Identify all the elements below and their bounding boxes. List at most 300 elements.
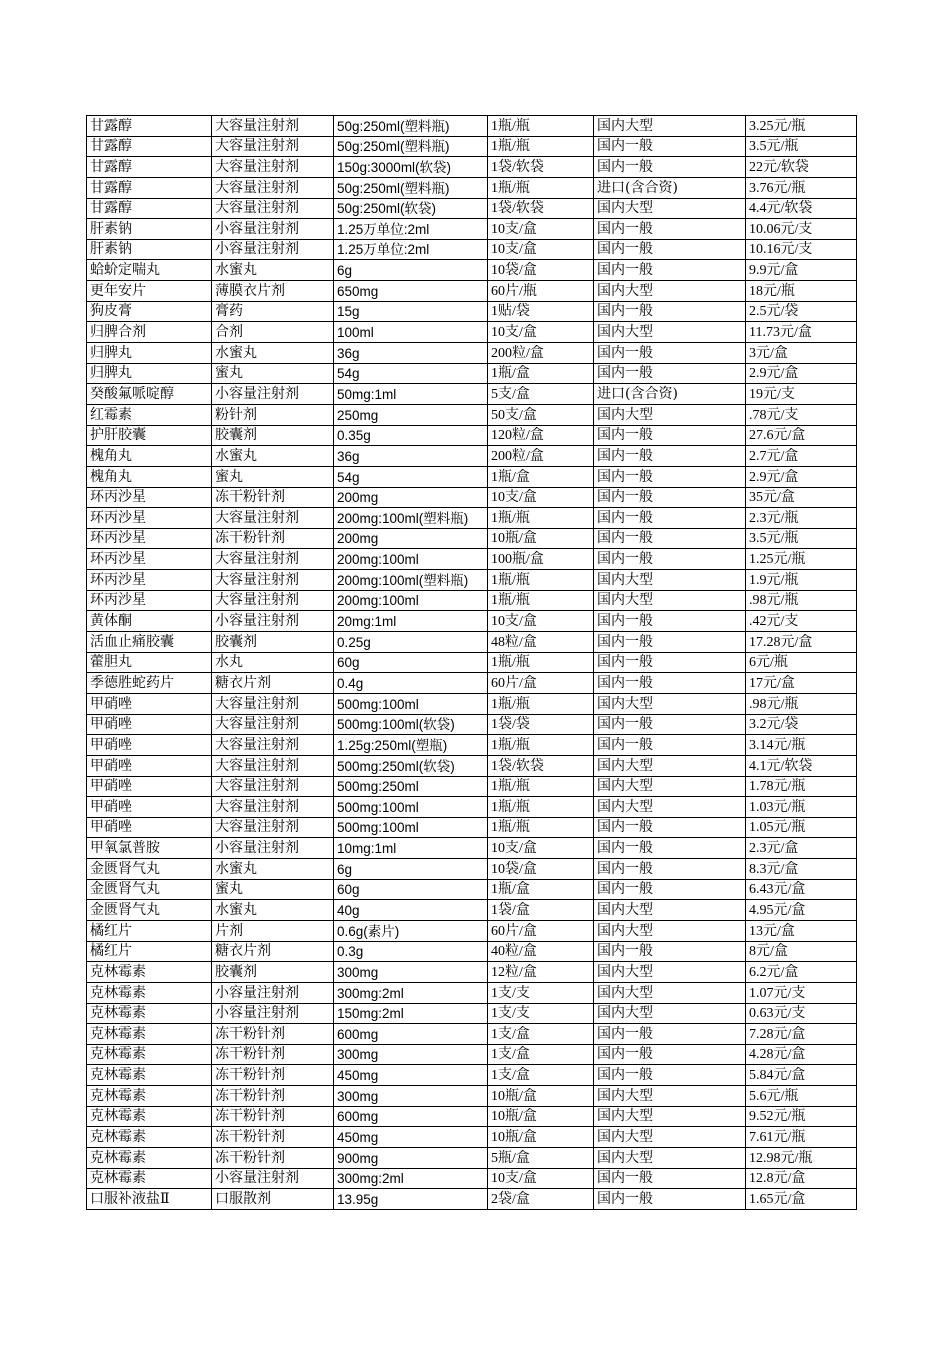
dosage-form-cell: 小容量注射剂	[212, 239, 334, 260]
manufacturer-type-cell: 国内一般	[594, 260, 746, 281]
price-cell: 17元/盒	[746, 673, 857, 694]
manufacturer-type-cell: 国内大型	[594, 322, 746, 343]
manufacturer-type-cell: 国内一般	[594, 157, 746, 178]
manufacturer-type-cell: 国内大型	[594, 962, 746, 983]
drug-name-cell: 甘露醇	[87, 116, 212, 137]
manufacturer-type-cell: 国内大型	[594, 776, 746, 797]
manufacturer-type-cell: 国内大型	[594, 404, 746, 425]
drug-name-cell: 克林霉素	[87, 1086, 212, 1107]
spec-cell: 650mg	[334, 281, 488, 302]
package-cell: 1袋/软袋	[488, 198, 594, 219]
drug-name-cell: 藿胆丸	[87, 652, 212, 673]
dosage-form-cell: 大容量注射剂	[212, 157, 334, 178]
package-cell: 1袋/盒	[488, 900, 594, 921]
drug-name-cell: 归脾丸	[87, 363, 212, 384]
spec-cell: 40g	[334, 900, 488, 921]
package-cell: 10瓶/盒	[488, 528, 594, 549]
package-cell: 5支/盒	[488, 384, 594, 405]
price-cell: 4.95元/盒	[746, 900, 857, 921]
package-cell: 1支/支	[488, 1003, 594, 1024]
manufacturer-type-cell: 国内一般	[594, 1044, 746, 1065]
price-cell: 1.78元/瓶	[746, 776, 857, 797]
price-cell: 10.16元/支	[746, 239, 857, 260]
price-cell: 27.6元/盒	[746, 425, 857, 446]
manufacturer-type-cell: 国内一般	[594, 838, 746, 859]
price-cell: 3.25元/瓶	[746, 116, 857, 137]
dosage-form-cell: 糖衣片剂	[212, 941, 334, 962]
package-cell: 60片/瓶	[488, 281, 594, 302]
manufacturer-type-cell: 国内一般	[594, 136, 746, 157]
spec-cell: 1.25万单位:2ml	[334, 239, 488, 260]
dosage-form-cell: 胶囊剂	[212, 632, 334, 653]
price-cell: 3.76元/瓶	[746, 177, 857, 198]
spec-cell: 60g	[334, 652, 488, 673]
drug-price-table	[86, 115, 857, 1210]
price-cell: 3.5元/瓶	[746, 528, 857, 549]
table-row	[87, 673, 857, 694]
price-cell: 2.9元/盒	[746, 466, 857, 487]
table-row	[87, 1024, 857, 1045]
price-cell: 2.3元/盒	[746, 838, 857, 859]
price-cell: 13元/盒	[746, 920, 857, 941]
table-row	[87, 838, 857, 859]
table-row	[87, 116, 857, 137]
table-row	[87, 879, 857, 900]
manufacturer-type-cell: 国内大型	[594, 1086, 746, 1107]
price-cell: 1.05元/瓶	[746, 817, 857, 838]
package-cell: 1瓶/瓶	[488, 797, 594, 818]
dosage-form-cell: 冻干粉针剂	[212, 1086, 334, 1107]
price-cell: .42元/支	[746, 611, 857, 632]
dosage-form-cell: 糖衣片剂	[212, 673, 334, 694]
drug-name-cell: 环丙沙星	[87, 528, 212, 549]
dosage-form-cell: 蜜丸	[212, 363, 334, 384]
spec-cell: 200mg	[334, 528, 488, 549]
spec-cell: 50g:250ml(塑料瓶)	[334, 136, 488, 157]
manufacturer-type-cell: 国内一般	[594, 508, 746, 529]
dosage-form-cell: 小容量注射剂	[212, 982, 334, 1003]
spec-cell: 50g:250ml(软袋)	[334, 198, 488, 219]
dosage-form-cell: 大容量注射剂	[212, 693, 334, 714]
dosage-form-cell: 大容量注射剂	[212, 116, 334, 137]
drug-name-cell: 克林霉素	[87, 1127, 212, 1148]
drug-name-cell: 克林霉素	[87, 1065, 212, 1086]
table-body	[87, 116, 857, 1210]
table-row	[87, 1189, 857, 1210]
spec-cell: 60g	[334, 879, 488, 900]
dosage-form-cell: 小容量注射剂	[212, 219, 334, 240]
spec-cell: 300mg	[334, 962, 488, 983]
dosage-form-cell: 水蜜丸	[212, 343, 334, 364]
dosage-form-cell: 大容量注射剂	[212, 714, 334, 735]
table-row	[87, 714, 857, 735]
drug-name-cell: 甘露醇	[87, 157, 212, 178]
manufacturer-type-cell: 国内一般	[594, 817, 746, 838]
spec-cell: 0.3g	[334, 941, 488, 962]
table-row	[87, 425, 857, 446]
price-cell: 8元/盒	[746, 941, 857, 962]
spec-cell: 0.4g	[334, 673, 488, 694]
manufacturer-type-cell: 国内一般	[594, 632, 746, 653]
spec-cell: 54g	[334, 466, 488, 487]
table-row	[87, 301, 857, 322]
manufacturer-type-cell: 国内一般	[594, 239, 746, 260]
spec-cell: 20mg:1ml	[334, 611, 488, 632]
manufacturer-type-cell: 国内大型	[594, 982, 746, 1003]
spec-cell: 200mg:100ml(塑料瓶)	[334, 570, 488, 591]
package-cell: 10袋/盒	[488, 859, 594, 880]
spec-cell: 500mg:100ml(软袋)	[334, 714, 488, 735]
manufacturer-type-cell: 国内一般	[594, 714, 746, 735]
drug-name-cell: 甘露醇	[87, 177, 212, 198]
dosage-form-cell: 大容量注射剂	[212, 776, 334, 797]
price-cell: 4.4元/软袋	[746, 198, 857, 219]
price-cell: 4.1元/软袋	[746, 755, 857, 776]
table-row	[87, 239, 857, 260]
manufacturer-type-cell: 国内一般	[594, 466, 746, 487]
manufacturer-type-cell: 国内一般	[594, 487, 746, 508]
manufacturer-type-cell: 国内一般	[594, 343, 746, 364]
manufacturer-type-cell: 国内一般	[594, 735, 746, 756]
manufacturer-type-cell: 国内一般	[594, 446, 746, 467]
table-row	[87, 404, 857, 425]
drug-name-cell: 克林霉素	[87, 1044, 212, 1065]
dosage-form-cell: 胶囊剂	[212, 425, 334, 446]
drug-name-cell: 金匮肾气丸	[87, 859, 212, 880]
package-cell: 40粒/盒	[488, 941, 594, 962]
dosage-form-cell: 合剂	[212, 322, 334, 343]
drug-name-cell: 甘露醇	[87, 198, 212, 219]
table-row	[87, 859, 857, 880]
table-row	[87, 549, 857, 570]
dosage-form-cell: 冻干粉针剂	[212, 1044, 334, 1065]
package-cell: 10支/盒	[488, 611, 594, 632]
price-cell: 35元/盒	[746, 487, 857, 508]
dosage-form-cell: 胶囊剂	[212, 962, 334, 983]
table-row	[87, 281, 857, 302]
table-row	[87, 136, 857, 157]
manufacturer-type-cell: 国内大型	[594, 570, 746, 591]
table-row	[87, 1003, 857, 1024]
spec-cell: 50g:250ml(塑料瓶)	[334, 116, 488, 137]
spec-cell: 300mg	[334, 1086, 488, 1107]
package-cell: 1瓶/瓶	[488, 652, 594, 673]
price-cell: 12.8元/盒	[746, 1168, 857, 1189]
manufacturer-type-cell: 国内一般	[594, 652, 746, 673]
manufacturer-type-cell: 国内一般	[594, 425, 746, 446]
package-cell: 120粒/盒	[488, 425, 594, 446]
table-row	[87, 157, 857, 178]
package-cell: 48粒/盒	[488, 632, 594, 653]
package-cell: 10瓶/盒	[488, 1127, 594, 1148]
drug-name-cell: 归脾丸	[87, 343, 212, 364]
table-row	[87, 508, 857, 529]
manufacturer-type-cell: 国内大型	[594, 116, 746, 137]
price-cell: 19元/支	[746, 384, 857, 405]
price-cell: 3.14元/瓶	[746, 735, 857, 756]
spec-cell: 0.35g	[334, 425, 488, 446]
spec-cell: 36g	[334, 343, 488, 364]
spec-cell: 300mg:2ml	[334, 982, 488, 1003]
package-cell: 10支/盒	[488, 239, 594, 260]
package-cell: 1袋/袋	[488, 714, 594, 735]
manufacturer-type-cell: 国内大型	[594, 590, 746, 611]
package-cell: 1瓶/瓶	[488, 508, 594, 529]
table-row	[87, 322, 857, 343]
manufacturer-type-cell: 国内一般	[594, 1065, 746, 1086]
dosage-form-cell: 大容量注射剂	[212, 590, 334, 611]
package-cell: 1瓶/瓶	[488, 177, 594, 198]
table-row	[87, 446, 857, 467]
table-row	[87, 900, 857, 921]
drug-name-cell: 口服补液盐Ⅱ	[87, 1189, 212, 1210]
manufacturer-type-cell: 国内大型	[594, 1106, 746, 1127]
manufacturer-type-cell: 进口(含合资)	[594, 384, 746, 405]
table-row	[87, 1044, 857, 1065]
manufacturer-type-cell: 国内一般	[594, 363, 746, 384]
package-cell: 1瓶/瓶	[488, 590, 594, 611]
table-row	[87, 260, 857, 281]
price-cell: 9.52元/瓶	[746, 1106, 857, 1127]
manufacturer-type-cell: 国内大型	[594, 198, 746, 219]
spec-cell: 6g	[334, 859, 488, 880]
table-row	[87, 343, 857, 364]
spec-cell: 200mg	[334, 487, 488, 508]
package-cell: 10支/盒	[488, 1168, 594, 1189]
drug-name-cell: 克林霉素	[87, 1106, 212, 1127]
manufacturer-type-cell: 国内大型	[594, 797, 746, 818]
price-cell: 1.03元/瓶	[746, 797, 857, 818]
spec-cell: 200mg:100ml(塑料瓶)	[334, 508, 488, 529]
manufacturer-type-cell: 国内一般	[594, 1189, 746, 1210]
drug-name-cell: 红霉素	[87, 404, 212, 425]
spec-cell: 13.95g	[334, 1189, 488, 1210]
dosage-form-cell: 小容量注射剂	[212, 1003, 334, 1024]
price-cell: 6元/瓶	[746, 652, 857, 673]
price-cell: .98元/瓶	[746, 590, 857, 611]
dosage-form-cell: 大容量注射剂	[212, 735, 334, 756]
price-cell: 7.28元/盒	[746, 1024, 857, 1045]
package-cell: 100瓶/盒	[488, 549, 594, 570]
drug-name-cell: 金匮肾气丸	[87, 879, 212, 900]
drug-name-cell: 狗皮膏	[87, 301, 212, 322]
price-cell: 9.9元/盒	[746, 260, 857, 281]
spec-cell: 0.25g	[334, 632, 488, 653]
table-row	[87, 652, 857, 673]
price-cell: 5.6元/瓶	[746, 1086, 857, 1107]
dosage-form-cell: 冻干粉针剂	[212, 1024, 334, 1045]
spec-cell: 500mg:250ml(软袋)	[334, 755, 488, 776]
dosage-form-cell: 大容量注射剂	[212, 797, 334, 818]
manufacturer-type-cell: 国内一般	[594, 549, 746, 570]
drug-name-cell: 甲氧氯普胺	[87, 838, 212, 859]
package-cell: 200粒/盒	[488, 446, 594, 467]
price-cell: 11.73元/盒	[746, 322, 857, 343]
spec-cell: 150g:3000ml(软袋)	[334, 157, 488, 178]
drug-name-cell: 更年安片	[87, 281, 212, 302]
manufacturer-type-cell: 国内大型	[594, 1127, 746, 1148]
drug-name-cell: 甲硝唑	[87, 735, 212, 756]
manufacturer-type-cell: 国内一般	[594, 611, 746, 632]
spec-cell: 300mg	[334, 1044, 488, 1065]
table-row	[87, 177, 857, 198]
manufacturer-type-cell: 国内一般	[594, 301, 746, 322]
price-cell: 5.84元/盒	[746, 1065, 857, 1086]
manufacturer-type-cell: 国内一般	[594, 859, 746, 880]
manufacturer-type-cell: 国内一般	[594, 941, 746, 962]
price-cell: 8.3元/盒	[746, 859, 857, 880]
spec-cell: 500mg:100ml	[334, 817, 488, 838]
drug-name-cell: 金匮肾气丸	[87, 900, 212, 921]
dosage-form-cell: 大容量注射剂	[212, 755, 334, 776]
package-cell: 10支/盒	[488, 838, 594, 859]
dosage-form-cell: 口服散剂	[212, 1189, 334, 1210]
dosage-form-cell: 冻干粉针剂	[212, 1065, 334, 1086]
table-row	[87, 693, 857, 714]
manufacturer-type-cell: 国内大型	[594, 1148, 746, 1169]
drug-name-cell: 季德胜蛇药片	[87, 673, 212, 694]
drug-name-cell: 克林霉素	[87, 962, 212, 983]
table-row	[87, 590, 857, 611]
package-cell: 1支/盒	[488, 1024, 594, 1045]
spec-cell: 500mg:100ml	[334, 797, 488, 818]
package-cell: 10支/盒	[488, 322, 594, 343]
price-cell: 1.07元/支	[746, 982, 857, 1003]
price-cell: 18元/瓶	[746, 281, 857, 302]
dosage-form-cell: 冻干粉针剂	[212, 487, 334, 508]
spec-cell: 10mg:1ml	[334, 838, 488, 859]
package-cell: 12粒/盒	[488, 962, 594, 983]
price-cell: 2.9元/盒	[746, 363, 857, 384]
dosage-form-cell: 大容量注射剂	[212, 136, 334, 157]
spec-cell: 1.25g:250ml(塑瓶)	[334, 735, 488, 756]
dosage-form-cell: 大容量注射剂	[212, 570, 334, 591]
price-cell: 3元/盒	[746, 343, 857, 364]
package-cell: 1支/支	[488, 982, 594, 1003]
drug-name-cell: 环丙沙星	[87, 508, 212, 529]
manufacturer-type-cell: 国内一般	[594, 528, 746, 549]
dosage-form-cell: 水丸	[212, 652, 334, 673]
table-row	[87, 817, 857, 838]
package-cell: 1瓶/盒	[488, 466, 594, 487]
manufacturer-type-cell: 国内大型	[594, 1003, 746, 1024]
table-row	[87, 1065, 857, 1086]
table-row	[87, 735, 857, 756]
package-cell: 1袋/软袋	[488, 157, 594, 178]
price-cell: 12.98元/瓶	[746, 1148, 857, 1169]
spec-cell: 50g:250ml(塑料瓶)	[334, 177, 488, 198]
price-cell: 22元/软袋	[746, 157, 857, 178]
manufacturer-type-cell: 国内大型	[594, 755, 746, 776]
table-row	[87, 755, 857, 776]
spec-cell: 200mg:100ml	[334, 549, 488, 570]
spec-cell: 200mg:100ml	[334, 590, 488, 611]
spec-cell: 50mg:1ml	[334, 384, 488, 405]
table-row	[87, 487, 857, 508]
dosage-form-cell: 蜜丸	[212, 466, 334, 487]
drug-name-cell: 克林霉素	[87, 982, 212, 1003]
drug-name-cell: 槐角丸	[87, 446, 212, 467]
price-cell: 3.5元/瓶	[746, 136, 857, 157]
dosage-form-cell: 大容量注射剂	[212, 817, 334, 838]
dosage-form-cell: 蜜丸	[212, 879, 334, 900]
package-cell: 1瓶/瓶	[488, 136, 594, 157]
drug-name-cell: 克林霉素	[87, 1024, 212, 1045]
manufacturer-type-cell: 国内大型	[594, 693, 746, 714]
drug-name-cell: 环丙沙星	[87, 590, 212, 611]
dosage-form-cell: 小容量注射剂	[212, 838, 334, 859]
package-cell: 50支/盒	[488, 404, 594, 425]
drug-name-cell: 肝素钠	[87, 219, 212, 240]
drug-name-cell: 护肝胶囊	[87, 425, 212, 446]
drug-name-cell: 活血止痛胶囊	[87, 632, 212, 653]
table-row	[87, 219, 857, 240]
drug-name-cell: 环丙沙星	[87, 570, 212, 591]
package-cell: 10瓶/盒	[488, 1086, 594, 1107]
package-cell: 1瓶/盒	[488, 879, 594, 900]
manufacturer-type-cell: 国内一般	[594, 879, 746, 900]
price-cell: 10.06元/支	[746, 219, 857, 240]
table-row	[87, 776, 857, 797]
spec-cell: 36g	[334, 446, 488, 467]
spec-cell: 6g	[334, 260, 488, 281]
manufacturer-type-cell: 国内大型	[594, 281, 746, 302]
price-cell: 0.63元/支	[746, 1003, 857, 1024]
dosage-form-cell: 冻干粉针剂	[212, 1127, 334, 1148]
package-cell: 1瓶/瓶	[488, 776, 594, 797]
package-cell: 200粒/盒	[488, 343, 594, 364]
table-row	[87, 611, 857, 632]
dosage-form-cell: 冻干粉针剂	[212, 1106, 334, 1127]
dosage-form-cell: 水蜜丸	[212, 260, 334, 281]
dosage-form-cell: 小容量注射剂	[212, 384, 334, 405]
package-cell: 1瓶/瓶	[488, 817, 594, 838]
package-cell: 1瓶/瓶	[488, 116, 594, 137]
table-row	[87, 962, 857, 983]
package-cell: 5瓶/盒	[488, 1148, 594, 1169]
table-row	[87, 982, 857, 1003]
manufacturer-type-cell: 国内一般	[594, 219, 746, 240]
table-row	[87, 1086, 857, 1107]
table-row	[87, 1127, 857, 1148]
dosage-form-cell: 水蜜丸	[212, 446, 334, 467]
package-cell: 60片/盒	[488, 920, 594, 941]
table-row	[87, 363, 857, 384]
price-cell: 6.43元/盒	[746, 879, 857, 900]
dosage-form-cell: 片剂	[212, 920, 334, 941]
price-cell: .78元/支	[746, 404, 857, 425]
drug-name-cell: 甘露醇	[87, 136, 212, 157]
package-cell: 1瓶/瓶	[488, 570, 594, 591]
drug-name-cell: 癸酸氟哌啶醇	[87, 384, 212, 405]
table-row	[87, 528, 857, 549]
manufacturer-type-cell: 国内大型	[594, 920, 746, 941]
price-cell: 2.5元/袋	[746, 301, 857, 322]
table-row	[87, 198, 857, 219]
drug-name-cell: 克林霉素	[87, 1148, 212, 1169]
price-cell: 4.28元/盒	[746, 1044, 857, 1065]
manufacturer-type-cell: 国内一般	[594, 1024, 746, 1045]
dosage-form-cell: 膏药	[212, 301, 334, 322]
drug-name-cell: 甲硝唑	[87, 817, 212, 838]
drug-name-cell: 甲硝唑	[87, 776, 212, 797]
drug-name-cell: 克林霉素	[87, 1168, 212, 1189]
drug-name-cell: 黄体酮	[87, 611, 212, 632]
spec-cell: 450mg	[334, 1127, 488, 1148]
price-cell: 2.7元/盒	[746, 446, 857, 467]
drug-name-cell: 甲硝唑	[87, 693, 212, 714]
price-cell: 2.3元/瓶	[746, 508, 857, 529]
